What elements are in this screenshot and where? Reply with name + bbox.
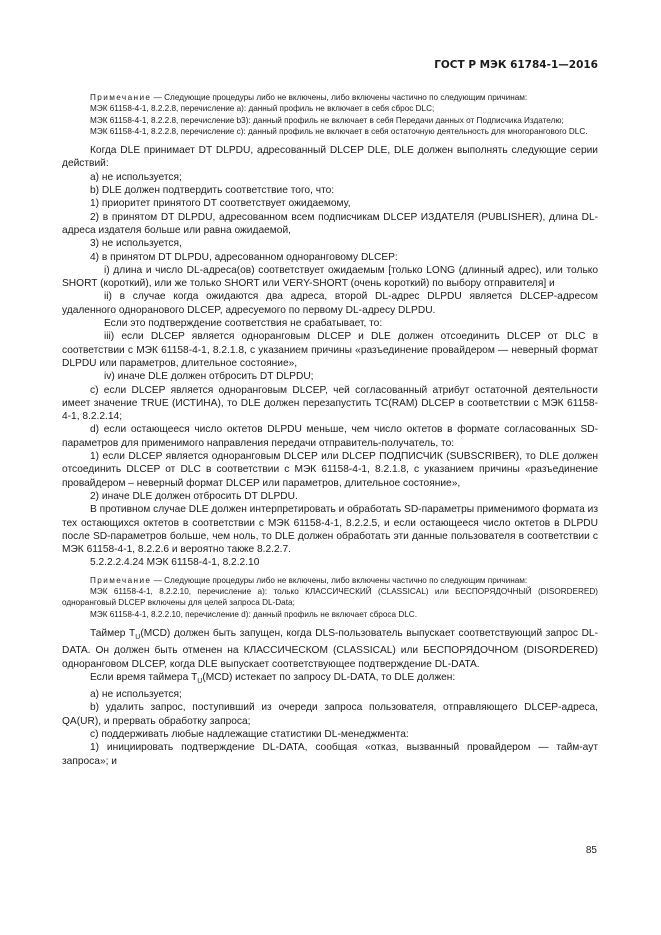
page-header-standard-title: ГОСТ Р МЭК 61784-1—2016 bbox=[434, 59, 598, 71]
paragraph: Таймер $T_U(MCD)$ должен быть запущен, когда DLS-пользователь выпускает соответствующий запрос DL-DATA. Он должен быть отменен на КЛАССИЧЕСКОМ (CLASSICAL) или БЕСПОРЯДОЧНОМ (DISORDERED) одноранговом DLCEP, когда DLE выпускает соответствующее подтверждение DL-DATA. bbox=[62, 627, 598, 670]
list-item: 1) если DLCEP является одноранговым DLCEP или DLCEP ПОДПИСЧИК (SUBSCRIBER), то DLE должен отсоединить DLCEP от DLC в соответствии с МЭК 61158-4-1, 8.2.1.8, с указанием причины «разъединение провайдером – неверный формат DLCEP или параметров, длительное состояние», bbox=[62, 451, 598, 489]
list-item: 3) не используется, bbox=[90, 238, 182, 250]
list-item: 2) в принятом DT DLPDU, адресованном всем подписчикам DLCEP ИЗДАТЕЛЯ (PUBLISHER), длина DL-адреса издателя больше или равна ожидаемой, bbox=[62, 211, 598, 236]
list-item: ii) в случае когда ожидаются два адреса, второй DL-адрес DLPDU является DLCEP-адресом удаленного одноранового DLCEP, адресуемого по первому DL-адресу DLPDU. bbox=[62, 291, 598, 316]
note-item: МЭК 61158-4-1, 8.2.2.10, перечисление d): данный профиль не включает сброса DLC. bbox=[90, 609, 417, 619]
list-item: iv) иначе DLE должен отбросить DT DLPDU; bbox=[104, 371, 314, 383]
list-item: 1) приоритет принятого DT соответствует ожидаемому, bbox=[90, 198, 351, 210]
section-heading: 5.2.2.2.4.24 МЭК 61158-4-1, 8.2.2.10 bbox=[90, 557, 260, 569]
note-intro: Примечание — Следующие процедуры либо не включены, либо включены частично по следующим причинам: bbox=[90, 93, 528, 102]
page-body bbox=[62, 92, 598, 768]
list-item: d) если остающееся число октетов DLPDU меньше, чем число октетов в формате согласованных SD-параметров для применимого направления передачи отправитель-получатель, то: bbox=[62, 424, 598, 449]
note-block-2 bbox=[62, 575, 598, 620]
list-item: b) DLE должен подтвердить соответствие того, что: bbox=[90, 185, 335, 197]
list-item: 1) инициировать подтверждение DL-DATA, сообщая «отказ, вызванный провайдером — тайм-аут запроса»; и bbox=[62, 742, 598, 767]
note-intro: Примечание — Следующие процедуры либо не включены, либо включены частично по следующим причинам: bbox=[90, 575, 528, 585]
list-item: 4) в принятом DT DLPDU, адресованном одноранговому DLCEP: bbox=[90, 251, 398, 263]
paragraph: В противном случае DLE должен интерпретировать и обработать SD-параметры применимого формата из тех остающихся октетов в соответствии с МЭК 61158-4-1, 8.2.2.5, и если остающееся число октетов в DLPDU после SD-параметров больше, чем ноль, то DLE должен обработать эти данные пользователя в соответствии с МЭК 61158-4-1, 8.2.2.6 и вероятно также 8.2.2.7. bbox=[62, 504, 598, 556]
note-item: МЭК 61158-4-1, 8.2.2.8, перечисление b3): данный профиль не включает в себя Передачи данных от Подписчика Издателю; bbox=[90, 115, 564, 125]
paragraph: Если это подтверждение соответствия не срабатывает, то: bbox=[104, 318, 383, 330]
body-block-1 bbox=[62, 144, 598, 570]
note-label: Примечание bbox=[90, 93, 152, 102]
note-item: МЭК 61158-4-1, 8.2.2.10, перечисление а): только КЛАССИЧЕСКИЙ (CLASSICAL) или БЕСПОРЯДОЧНЫЙ (DISORDERED) одноранговый DLCEP включены для целей запроса DL-Data; bbox=[62, 586, 598, 608]
note-block-1 bbox=[62, 92, 598, 137]
list-item: с) если DLCEP является одноранговым DLCEP, чей согласованный атрибут остаточной деятельности имеет значение TRUE (ИСТИНА), то DLE должен перезапустить TC(RAM) DLCEP в соответствии с МЭК 61158-4-1, 8.2.2.14; bbox=[62, 384, 598, 423]
list-item: i) длина и число DL-адреса(ов) соответствует ожидаемым [только LONG (длинный адрес), или только SHORT (короткий), или же только SHORT или VERY-SHORT (очень короткий) по выбору отправителя] и bbox=[62, 264, 598, 290]
note-item: МЭК 61158-4-1, 8.2.2.8, перечисление а): данный профиль не включает в себя сброс DLC; bbox=[90, 104, 435, 114]
note-item: МЭК 61158-4-1, 8.2.2.8, перечисление с): данный профиль не включает в себя остаточную деятельность для многорангового DLC. bbox=[90, 126, 588, 136]
body-block-2 bbox=[62, 627, 598, 768]
paragraph: Когда DLE принимает DT DLPDU, адресованный DLCEP DLE, DLE должен выполнять следующие серии действий: bbox=[62, 145, 598, 170]
list-item: с) поддерживать любые надлежащие статистики DL-менеджмента: bbox=[90, 729, 409, 741]
page-number: 85 bbox=[585, 845, 597, 856]
note-label: Примечание bbox=[90, 575, 152, 585]
list-item: iii) если DLCEP является одноранговым DLCEP и DLE должен отсоединить DLCEP от DLC в соответствии с МЭК 61158-4-1, 8.2.1.8, с указанием причины «разъединение провайдером — неверный формат DLPDU или параметров, длительное состояние», bbox=[62, 331, 598, 369]
list-item: а) не используется; bbox=[90, 171, 182, 183]
list-item: а) не используется; bbox=[90, 689, 182, 701]
paragraph: Если время таймера $T_U(MCD)$ истекает по запросу DL-DATA, то DLE должен: bbox=[90, 671, 456, 685]
list-item: 2) иначе DLE должен отбросить DT DLPDU. bbox=[90, 490, 298, 502]
list-item: b) удалить запрос, поступивший из очереди запроса пользователя, отправляющего DLCEP-адреса, QA(UR), и прервать обработку запроса; bbox=[62, 702, 598, 727]
